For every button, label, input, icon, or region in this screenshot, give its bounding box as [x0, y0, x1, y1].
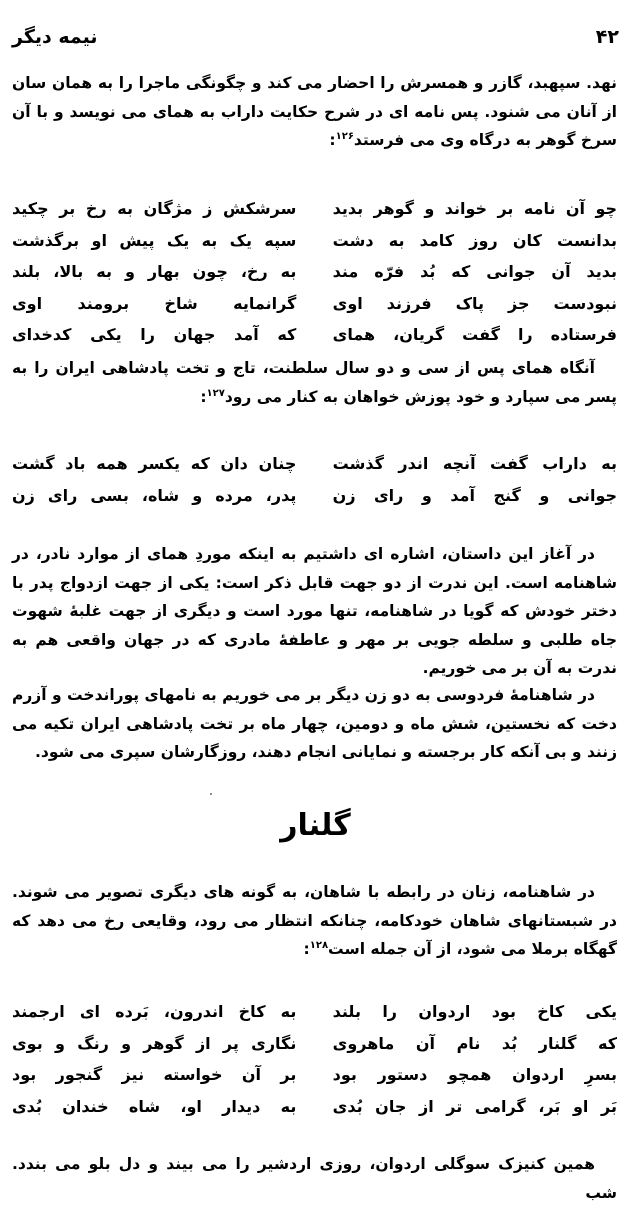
hemistich-first: بدانست کان روز کامد به دشت [332, 230, 617, 250]
hemistich-second: سرشکش ز مژگان به رخ بر چکید [12, 199, 297, 219]
hemistich-first: که گلنار بُد نام آن ماهروی [332, 1033, 617, 1053]
verse-block-3 [12, 996, 617, 1122]
hemistich-first: بَر او بَر، گرامی تر از جان بُدی [332, 1096, 617, 1116]
paragraph-text: نهد. سپهبد، گازر و همسرش را احضار می کند و چگونگی ماجرا را به همان سان از آنان می شنود. پس نامه ای در شرح حکایت داراب به همای می نویسد و با آن سرخ گوهر به درگاه وی می فرستد [12, 74, 617, 149]
couplet [12, 256, 617, 288]
paragraph-6 [12, 1150, 617, 1207]
hemistich-second: به کاخ اندرون، بَرده ای ارجمند [12, 1002, 297, 1022]
paragraph-5 [12, 878, 617, 964]
paragraph-text: در آغاز این داستان، اشاره ای داشتیم به اینکه موردِ همای از موارد نادر، در شاهنامه است. این ندرت از دو جهت قابل ذکر است: یکی از جهت ازدواج پدر با دختر خودش که گویا در شاهنامه، تنها مورد است و دیگری از جهت غلبهٔ شهوت جاه طلبی و سلطه جویی بر مهر و عاطفهٔ مادری که در جهان واقعی هم به ندرت به آن بر می خوریم. [12, 545, 617, 677]
hemistich-first: بدید آن جوانی که بُد فرّه مند [332, 262, 617, 282]
paragraph-text: در شاهنامهٔ فردوسی به دو زن دیگر بر می خوریم به نامهای پوراندخت و آزرم دخت که نخستین، شش ماه و دومین، چهار ماه بر تخت پادشاهی ایران تکیه می زنند و بی آنکه کار برجسته و نمایانی انجام دهند، روزگارشان سپری می شود. [12, 686, 617, 761]
hemistich-first: فرستاده را گفت گریان، همای [332, 325, 617, 345]
section-title: گلنار [280, 808, 351, 843]
hemistich-second: گرانمایه شاخ برومند اوی [12, 293, 297, 313]
verse-block-2 [12, 448, 617, 511]
hemistich-first: نبودست جز پاک فرزند اوی [332, 293, 617, 313]
couplet [12, 288, 617, 320]
punctuation: : [200, 387, 207, 406]
hemistich-second: چنان دان که یکسر همه باد گشت [12, 454, 297, 474]
hemistich-second: به رخ، چون بهار و به بالا، بلند [12, 262, 297, 282]
paragraph-text: همین کنیزک سوگلی اردوان، روزی اردشیر را می بیند و دل بلو می بندد. شب [12, 1155, 617, 1202]
couplet [12, 225, 617, 257]
running-title: نیمه دیگر [12, 26, 98, 48]
hemistich-first: جوانی و گنج آمد و رای زن [332, 485, 617, 505]
paragraph-1 [12, 69, 617, 155]
hemistich-first: یکی کاخ بود اردوان را بلند [332, 1002, 617, 1022]
paragraph-text: در شاهنامه، زنان در رابطه با شاهان، به گونه های دیگری تصویر می شوند. در شبستانهای شاهان خودکامه، چنانکه انتظار می رود، وقایعی رخ می دهد که گهگاه برملا می شود، از آن جمله است [12, 883, 617, 958]
verse-block-1 [12, 193, 617, 351]
couplet [12, 1028, 617, 1060]
paragraph-4 [12, 681, 617, 767]
paragraph-2 [12, 354, 617, 411]
footnote-ref[interactable]: ۱۲۶ [335, 130, 354, 142]
hemistich-first: بسرِ اردوان همچو دستور بود [332, 1065, 617, 1085]
couplet [12, 480, 617, 512]
hemistich-second: پدر، مرده و شاه، بسی رای زن [12, 485, 297, 505]
hemistich-first: به داراب گفت آنچه اندر گذشت [332, 454, 617, 474]
hemistich-second: بر آن خواسته نیز گنجور بود [12, 1065, 297, 1085]
print-speck [210, 793, 212, 795]
footnote-ref[interactable]: ۱۲۸ [309, 939, 329, 951]
couplet [12, 1059, 617, 1091]
hemistich-second: سپه یک به یک پیش او برگذشت [12, 230, 297, 250]
punctuation: : [303, 940, 310, 958]
page-number: ۴۲ [595, 26, 619, 48]
paragraph-3 [12, 540, 617, 683]
punctuation: : [329, 131, 336, 149]
footnote-ref[interactable]: ۱۲۷ [206, 387, 225, 399]
couplet [12, 1091, 617, 1123]
hemistich-second: به دیدار او، شاه خندان بُدی [12, 1096, 297, 1116]
hemistich-first: چو آن نامه بر خواند و گوهر بدید [332, 199, 617, 219]
hemistich-second: نگاری پر از گوهر و رنگ و بوی [12, 1033, 297, 1053]
running-header [12, 22, 619, 52]
couplet [12, 996, 617, 1028]
paragraph-text: آنگاه همای پس از سی و دو سال سلطنت، تاج و تخت پادشاهی ایران را به پسر می سپارد و خود پوزش خواهان به کنار می رود [12, 359, 617, 406]
couplet [12, 448, 617, 480]
hemistich-second: که آمد جهان را یکی کدخدای [12, 325, 297, 345]
couplet [12, 193, 617, 225]
couplet [12, 319, 617, 351]
